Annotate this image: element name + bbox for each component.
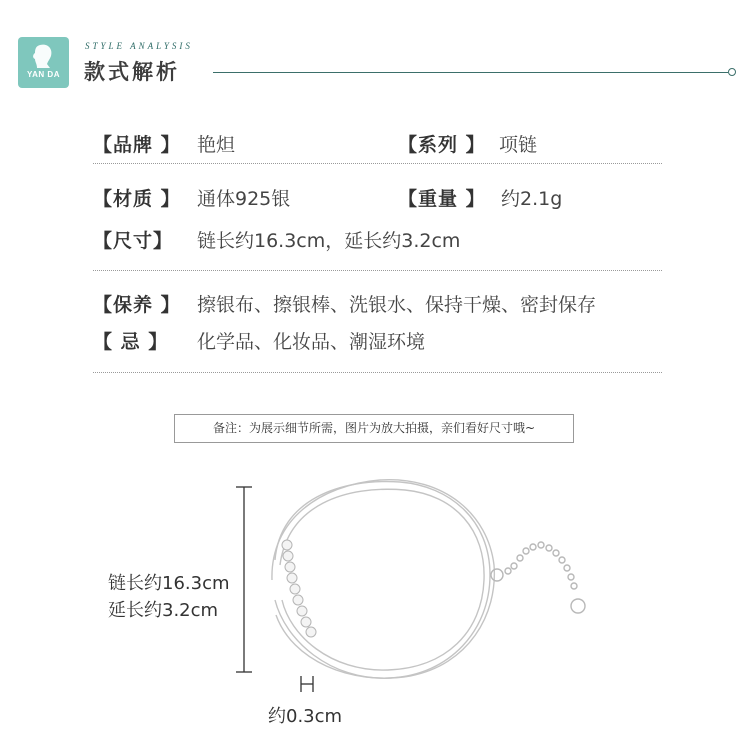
spec-value-size: 链长约16.3cm，延长约3.2cm [197, 230, 461, 252]
brand-logo [18, 37, 69, 88]
logo-text: YAN DA [27, 70, 60, 79]
spec-value-weight: 约2.1g [501, 188, 563, 210]
spec-label-size: 【尺寸】 [93, 230, 174, 252]
title-divider [213, 72, 728, 73]
bracelet-beads [282, 540, 316, 637]
spec-value-material: 通体925银 [197, 188, 291, 210]
width-dimension-bracket [301, 676, 313, 692]
spec-label-weight: 【重量 】 [398, 188, 486, 210]
spec-value-series: 项链 [499, 134, 538, 156]
spec-value-care: 擦银布、擦银棒、洗银水、保持干燥、密封保存 [197, 294, 597, 316]
spec-divider [93, 163, 662, 164]
section-title: 款式解析 [84, 59, 180, 84]
extension-chain [491, 542, 585, 613]
note-box: 备注：为展示细节所需，图片为放大拍摄，亲们看好尺寸哦~ [174, 414, 574, 443]
divider-end-dot [728, 68, 736, 76]
spec-value-brand: 艳炟 [197, 134, 236, 156]
spec-label-material: 【材质 】 [93, 188, 181, 210]
section-subtitle: STYLE ANALYSIS [85, 41, 193, 51]
spec-divider [93, 270, 662, 271]
spec-divider [93, 372, 662, 373]
spec-label-series: 【系列 】 [398, 134, 486, 156]
silhouette-icon [18, 37, 69, 88]
extension-length-label: 延长约3.2cm [108, 600, 219, 621]
width-label: 约0.3cm [268, 706, 343, 727]
spec-label-avoid: 【 忌 】 [93, 331, 169, 353]
spec-label-brand: 【品牌 】 [93, 134, 181, 156]
spec-value-avoid: 化学品、化妆品、潮湿环境 [197, 331, 426, 353]
spec-label-care: 【保养 】 [93, 294, 181, 316]
bracelet-chains [272, 480, 494, 678]
chain-length-label: 链长约16.3cm [108, 573, 230, 594]
length-dimension-line [236, 487, 252, 672]
